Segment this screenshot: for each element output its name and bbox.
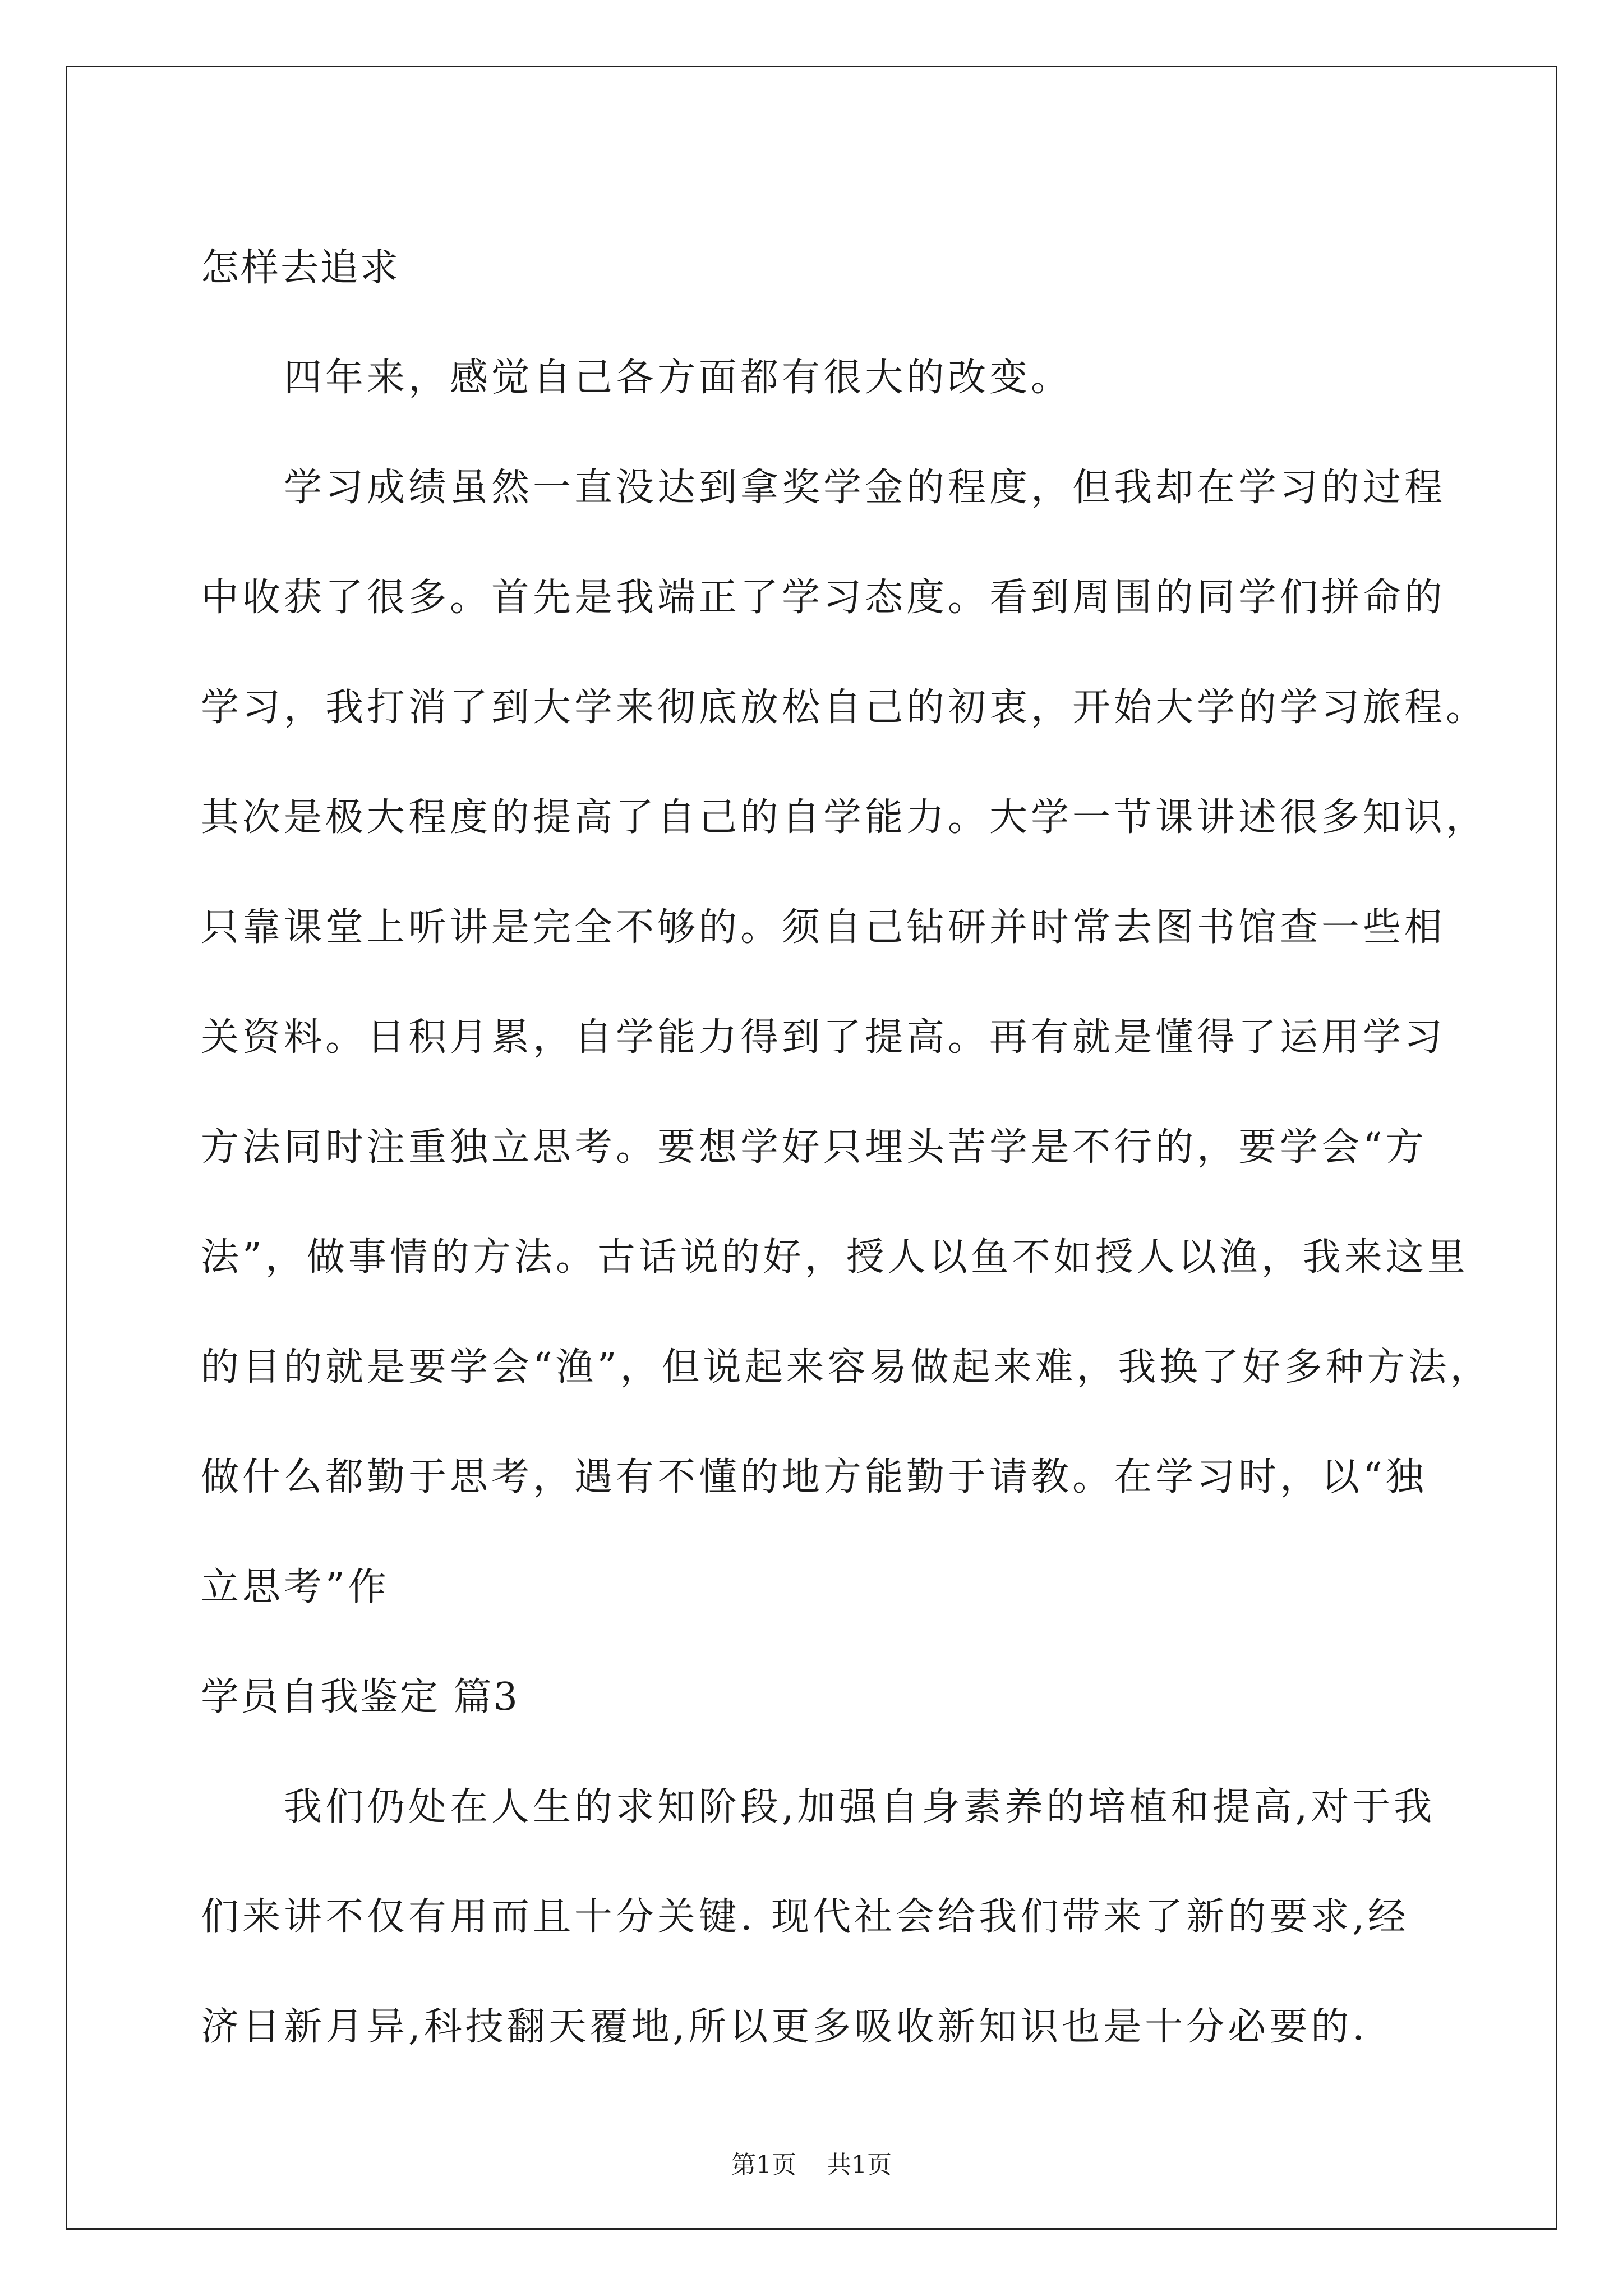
text-line: 只靠课堂上听讲是完全不够的。须自己钻研并时常去图书馆查一些相 xyxy=(201,905,1446,950)
text-line: 关资料。日积月累，自学能力得到了提高。再有就是懂得了运用学习 xyxy=(201,1015,1446,1060)
text-line: 做什么都勤于思考，遇有不懂的地方能勤于请教。在学习时，以“独 xyxy=(201,1455,1427,1499)
text-line: 立思考”作 xyxy=(201,1565,390,1609)
text-line-heading: 学员自我鉴定 篇3 xyxy=(201,1675,519,1719)
text-line: 四年来，感觉自己各方面都有很大的改变。 xyxy=(284,356,1073,400)
document-body xyxy=(201,213,1492,2082)
text-line: 其次是极大程度的提高了自己的自学能力。大学一节课讲述很多知识， xyxy=(201,795,1488,840)
text-line: 中收获了很多。首先是我端正了学习态度。看到周围的同学们拼命的 xyxy=(201,576,1446,620)
text-line: 法”，做事情的方法。古话说的好，授人以鱼不如授人以渔，我来这里 xyxy=(201,1235,1469,1280)
text-line: 我们仍处在人生的求知阶段,加强自身素养的培植和提高,对于我 xyxy=(284,1785,1436,1829)
text-line: 的目的就是要学会“渔”，但说起来容易做起来难，我换了好多种方法， xyxy=(201,1345,1492,1389)
page-number-total: 共1页 xyxy=(827,2151,892,2179)
text-line: 济日新月异,科技翻天覆地,所以更多吸收新知识也是十分必要的. xyxy=(201,2005,1368,2049)
page-footer xyxy=(0,2148,1623,2182)
text-line-heading: 怎样去追求 xyxy=(201,246,400,290)
page-number-current: 第1页 xyxy=(731,2151,796,2179)
text-line: 方法同时注重独立思考。要想学好只埋头苦学是不行的，要学会“方 xyxy=(201,1125,1427,1170)
text-line: 学习成绩虽然一直没达到拿奖学金的程度，但我却在学习的过程 xyxy=(284,466,1446,510)
text-line: 们来讲不仅有用而且十分关键. 现代社会给我们带来了新的要求,经 xyxy=(201,1895,1409,1939)
text-line: 学习，我打消了到大学来彻底放松自己的初衷，开始大学的学习旅程。 xyxy=(201,685,1488,730)
